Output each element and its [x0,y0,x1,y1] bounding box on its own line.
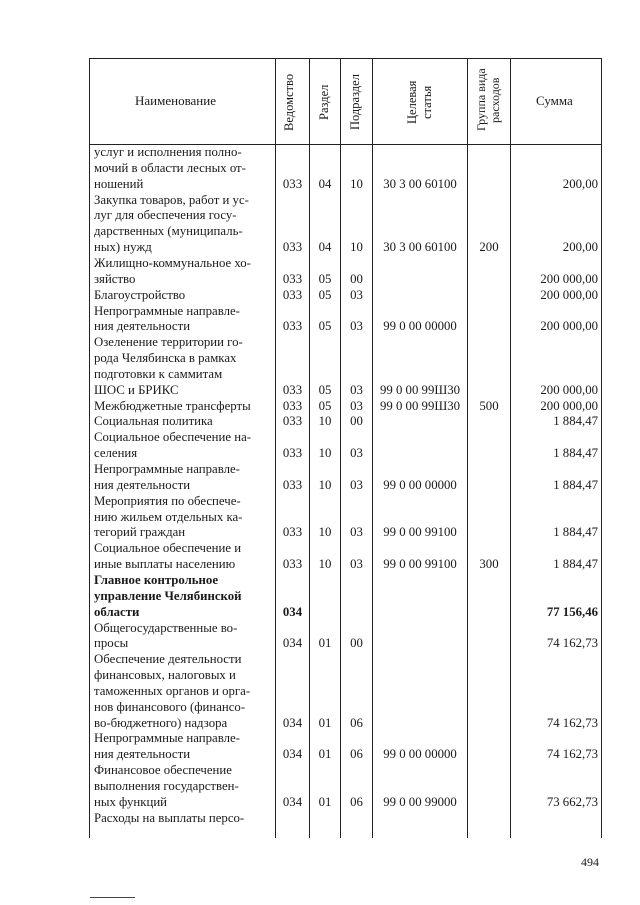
cell-podrazdel: 10 [350,176,363,191]
header-celevaya-line2: статья [420,85,434,119]
cell-podrazdel: 00 [350,414,363,429]
cell-name-line: рода Челябинска в рамках [94,351,237,366]
cell-vedomstvo: 034 [282,604,303,619]
table-top-border [89,58,601,59]
cell-name-line: Непрограммные направле- [94,731,240,746]
cell-name-line: Жилищно-коммунальное хо- [94,255,251,270]
cell-summa: 1 884,47 [553,557,598,572]
cell-name-line: Социальная политика [94,414,213,429]
cell-name-line: нов финансового (финансо- [94,699,246,714]
cell-name-line: ных функций [94,794,168,809]
cell-razdel: 10 [318,525,332,540]
header-gruppa [474,58,502,142]
cell-name-line: Непрограммные направле- [94,303,240,318]
cell-name-line: области [94,604,140,619]
cell-podrazdel: 03 [350,557,363,572]
cell-razdel: 01 [318,794,332,809]
cell-summa: 200,00 [562,176,598,191]
cell-summa: 200 000,00 [540,382,598,397]
cell-podrazdel: 03 [350,287,363,302]
cell-podrazdel: 03 [350,525,363,540]
cell-vedomstvo: 033 [282,271,303,286]
cell-razdel: 05 [318,398,332,413]
cell-celevaya: 99 0 00 99Ш30 [379,382,461,397]
cell-celevaya: 99 0 00 99100 [383,557,457,572]
cell-name-line: Закупка товаров, работ и ус- [94,192,249,207]
cell-name-line: Мероприятия по обеспече- [94,493,241,508]
cell-podrazdel: 03 [350,382,363,397]
cell-name-line: Озеленение территории го- [94,335,243,350]
cell-vedomstvo: 033 [282,240,303,255]
cell-celevaya: 99 0 00 99000 [383,794,457,809]
cell-name-line: Расходы на выплаты персо- [94,810,245,825]
page-number: 494 [581,855,599,869]
cell-summa: 1 884,47 [553,525,598,540]
cell-podrazdel: 06 [350,794,363,809]
cell-name-line: Финансовое обеспечение [94,763,232,778]
cell-vedomstvo: 033 [282,477,303,492]
cell-celevaya: 99 0 00 99100 [383,525,457,540]
cell-summa: 74 162,73 [546,636,598,651]
cell-name-line: ния деятельности [94,747,191,762]
cell-vedomstvo: 034 [282,636,303,651]
cell-summa: 200 000,00 [540,271,598,286]
cell-name-line: во-бюджетного) надзора [94,715,228,730]
cell-vedomstvo: 033 [282,176,303,191]
cell-name-line: зяйство [94,271,136,286]
header-razdel: Раздел [317,84,331,120]
cell-summa: 73 662,73 [546,794,598,809]
cell-razdel: 10 [318,446,332,461]
header-podrazdel: Подраздел [348,74,362,130]
header-gruppa-line1: Группа вида [474,68,488,132]
cell-vedomstvo: 033 [282,287,303,302]
cell-podrazdel: 03 [350,398,363,413]
cell-name-line: подготовки к саммитам [94,366,223,381]
header-gruppa-line2: расходов [488,77,502,123]
cell-razdel: 04 [318,176,332,191]
cell-name-line: селения [94,446,138,461]
cell-podrazdel: 03 [350,477,363,492]
cell-name-line: ния деятельности [94,477,191,492]
cell-name-line: управление Челябинской [94,588,242,603]
cell-name-line: Общегосударственные во- [94,620,238,635]
cell-razdel: 05 [318,382,332,397]
cell-vedomstvo: 033 [282,525,303,540]
cell-summa: 1 884,47 [553,477,598,492]
cell-name-line: нию жильем отдельных ка- [94,509,243,524]
cell-name-line: Благоустройство [94,287,186,302]
cell-summa: 74 162,73 [546,747,598,762]
cell-razdel: 04 [318,240,332,255]
cell-podrazdel: 03 [350,446,363,461]
cell-gruppa: 200 [479,240,499,255]
col-border [601,58,602,838]
header-celevaya [405,64,435,140]
col-border [467,58,468,838]
cell-name-line: просы [94,636,129,651]
cell-razdel: 05 [318,319,332,334]
cell-name-line: таможенных органов и орга- [94,683,251,698]
cell-razdel: 01 [318,636,332,651]
cell-summa: 200 000,00 [540,287,598,302]
cell-celevaya: 30 3 00 60100 [383,240,457,255]
cell-name-line: ных) нужд [94,240,152,255]
cell-razdel: 05 [318,271,332,286]
cell-podrazdel: 00 [350,271,363,286]
cell-summa: 200,00 [562,240,598,255]
cell-vedomstvo: 033 [282,398,303,413]
cell-name-line: Социальное обеспечение и [94,541,242,556]
cell-vedomstvo: 034 [282,794,303,809]
cell-vedomstvo: 033 [282,557,303,572]
cell-name-line: Непрограммные направле- [94,462,240,476]
cell-podrazdel: 06 [350,747,363,762]
cell-gruppa: 300 [479,557,499,572]
col-border [372,58,373,838]
cell-celevaya: 99 0 00 00000 [383,319,457,334]
cell-vedomstvo: 033 [282,319,303,334]
cell-vedomstvo: 034 [282,747,303,762]
header-vedomstvo: Ведомство [282,73,296,131]
cell-summa: 200 000,00 [540,319,598,334]
cell-celevaya: 99 0 00 00000 [383,747,457,762]
cell-name-line: Главное контрольное [94,572,219,587]
cell-name-line: дарственных (муниципаль- [94,224,243,239]
cell-vedomstvo: 033 [282,414,303,429]
cell-vedomstvo: 033 [282,382,303,397]
cell-razdel: 10 [318,477,332,492]
cell-vedomstvo: 033 [282,446,303,461]
cell-name-line: финансовых, налоговых и [94,668,236,683]
cell-vedomstvo: 034 [282,715,303,730]
cell-summa: 200 000,00 [540,398,598,413]
cell-razdel: 10 [318,557,332,572]
cell-name-line: ношений [94,176,144,191]
cell-razdel: 10 [318,414,332,429]
cell-razdel: 05 [318,287,332,302]
cell-name-line: ния деятельности [94,319,191,334]
footnote-rule [90,897,135,898]
cell-summa: 1 884,47 [553,414,598,429]
cell-name-line: выполнения государствен- [94,779,239,793]
cell-name-line: иные выплаты населению [94,557,236,572]
header-summa: Сумма [536,93,573,108]
cell-razdel: 01 [318,715,332,730]
cell-summa: 77 156,46 [546,604,598,619]
cell-name-line: ШОС и БРИКС [94,382,179,397]
cell-celevaya: 30 3 00 60100 [383,176,457,191]
cell-name-line: тегорий граждан [94,525,186,540]
cell-name-line: Межбюджетные трансферты [94,398,251,413]
cell-podrazdel: 00 [350,636,363,651]
cell-name-line: луг для обеспечения госу- [94,208,237,223]
cell-podrazdel: 10 [350,240,363,255]
cell-podrazdel: 03 [350,319,363,334]
cell-summa: 1 884,47 [553,446,598,461]
cell-celevaya: 99 0 00 99Ш30 [379,398,461,413]
cell-podrazdel: 06 [350,715,363,730]
cell-name-line: Обеспечение деятельности [94,652,242,667]
cell-celevaya: 99 0 00 00000 [383,477,457,492]
cell-gruppa: 500 [479,398,499,413]
cell-razdel: 01 [318,747,332,762]
header-celevaya-line1: Целевая [405,80,419,124]
col-border [89,58,90,838]
cell-name-line: услуг и исполнения полно- [94,145,242,159]
cell-name-line: мочий в области лесных от- [94,160,246,175]
cell-name-line: Социальное обеспечение на- [94,430,252,445]
header-name: Наименование [135,93,216,108]
cell-summa: 74 162,73 [546,715,598,730]
